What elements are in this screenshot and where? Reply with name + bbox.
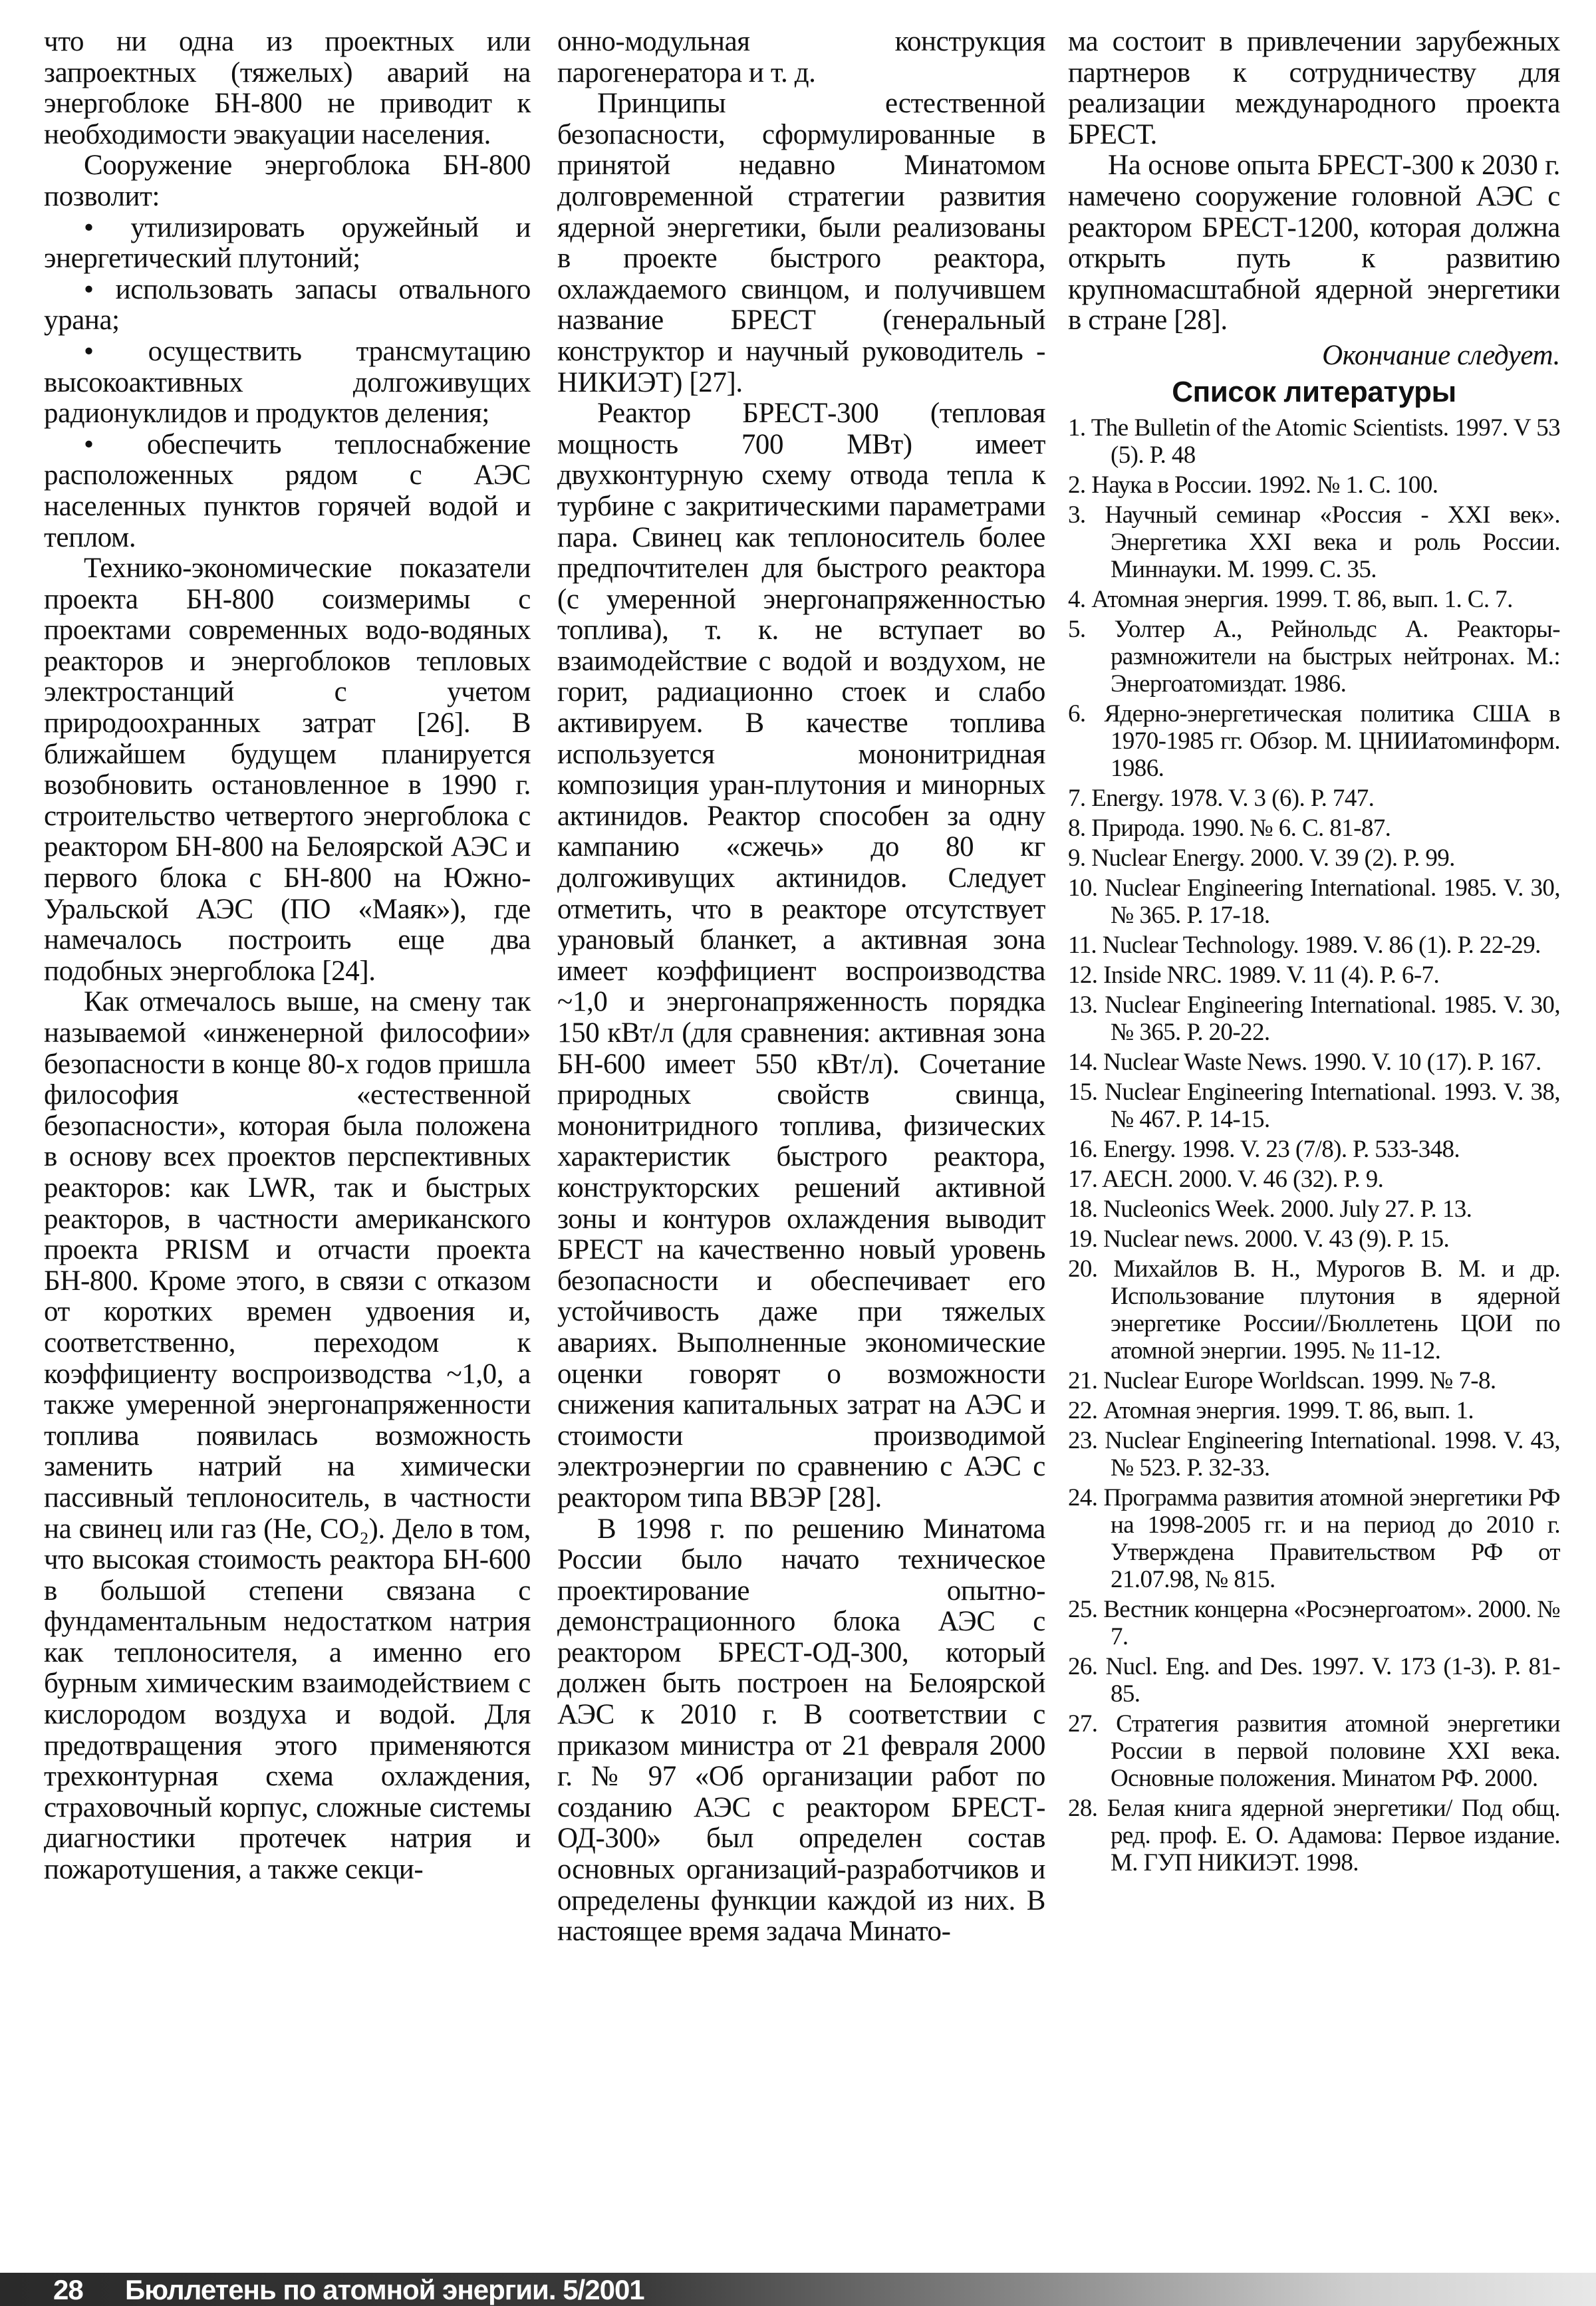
journal-title: Бюллетень по атомной энергии. 5/2001 <box>125 2274 644 2305</box>
paragraph: Технико-экономические показатели проекта БН-800 соизмеримы с проектами современных водо-водяных реакторов и энергоблоков тепловых электростанций с учетом природоохранных затрат [26]. В ближайшем будущем планируется возобновить остановленное в 1990 г. строительство четвертого энергоблока с реактором БН-800 на Белоярской АЭС и первого блока с БН-800 на Южно-Уральской АЭС (ПО «Маяк»), где намечалось построить еще два подобных энергоблока [24]. <box>44 553 531 987</box>
reference-item: 19. Nuclear news. 2000. V. 43 (9). P. 15. <box>1068 1225 1450 1253</box>
bullet-item: • осуществить трансмутацию высокоактивных долгоживущих радионуклидов и продуктов деления; <box>44 335 531 430</box>
references-list <box>1068 414 1560 1876</box>
reference-item: 17. AECH. 2000. V. 46 (32). P. 9. <box>1068 1166 1384 1194</box>
reference-item: 5. Уолтер А., Рейнольдс А. Реакторы-размножители на быстрых нейтронах. М.: Энергоатомиздат. 1986. <box>1068 616 1560 698</box>
reference-item: 6. Ядерно-энергетическая политика США в 1970-1985 гг. Обзор. М. ЦНИИатоминформ. 1986. <box>1068 700 1560 783</box>
reference-item: 21. Nuclear Europe Worldscan. 1999. № 7-8. <box>1068 1367 1496 1395</box>
page-number: 28 <box>53 2274 83 2305</box>
reference-item: 18. Nucleonics Week. 2000. July 27. P. 13. <box>1068 1196 1472 1223</box>
reference-item: 11. Nuclear Technology. 1989. V. 86 (1). P. 22-29. <box>1068 932 1541 960</box>
paragraph: Реактор БРЕСТ-300 (тепловая мощность 700 МВт) имеет двухконтурную схему отвода тепла к турбине с закритическими параметрами пара. Свинец как теплоноситель более предпочтителен для быстрого реактора (с умеренной энергонапряженностью топлива), т. к. не вступает во взаимодействие с водой и воздухом, не горит, радиационно стоек и слабо активируем. В качестве топлива используется мононитридная композиция уран-плутония и минорных актинидов. Реактор способен за одну кампанию «сжечь» до 80 кг долгоживущих актинидов. Следует отметить, что в реакторе отсутствует урановый бланкет, а активная зона имеет коэффициент воспроизводства ~1,0 и энергонапряженность порядка 150 кВт/л (для сравнения: активная зона БН-600 имеет 550 кВт/л). Сочетание природных свойств свинца, мононитридного топлива, физических характеристик быстрого реактора, конструкторских решений активной зоны и контуров охлаждения выводит БРЕСТ на качественно новый уровень безопасности и обеспечивает его устойчивость даже при тяжелых авариях. Выполненные экономические оценки говорят о возможности снижения капитальных затрат на АЭС и стоимости производимой электроэнергии по сравнению с АЭС с реактором типа ВВЭР [28]. <box>557 398 1045 1513</box>
bullet-item: • утилизировать оружейный и энергетический плутоний; <box>44 211 531 275</box>
paragraph: ма состоит в привлечении зарубежных партнеров к сотрудничеству для реализации международного проекта БРЕСТ. <box>1068 26 1560 150</box>
paragraph: Сооружение энергоблока БН-800 позволит: <box>44 150 531 212</box>
reference-item: 3. Научный семинар «Россия - XXI век». Энергетика XXI века и роль России. Миннауки. М. 1999. С. 35. <box>1068 501 1560 584</box>
reference-item: 28. Белая книга ядерной энергетики/ Под общ. ред. проф. Е. О. Адамова: Первое издание. М. ГУП НИКИЭТ. 1998. <box>1068 1795 1560 1877</box>
reference-item: 4. Атомная энергия. 1999. Т. 86, вып. 1. С. 7. <box>1068 586 1513 614</box>
reference-item: 16. Energy. 1998. V. 23 (7/8). P. 533-348. <box>1068 1136 1460 1164</box>
page-footer <box>0 2273 1596 2306</box>
paragraph: онно-модульная конструкция парогенератора и т. д. <box>557 26 1045 88</box>
reference-item: 1. The Bulletin of the Atomic Scientists. 1997. V 53 (5). P. 48 <box>1068 414 1560 469</box>
reference-item: 27. Стратегия развития атомной энергетики России в первой половине XXI века. Основные положения. Минатом РФ. 2000. <box>1068 1710 1560 1793</box>
reference-item: 13. Nuclear Engineering International. 1985. V. 30, № 365. P. 20-22. <box>1068 991 1560 1047</box>
paragraph: Как отмечалось выше, на смену так называемой «инженерной философии» безопасности в конце 80-х годов пришла философия «естественной безопасности», которая была положена в основу всех проектов перспективных реакторов: как LWR, так и быстрых реакторов, в частности американского проекта PRISM и отчасти проекта БН-800. Кроме этого, в связи с отказом от коротких времен удвоения и, соответственно, переходом к коэффициенту воспроизводства ~1,0, а также умеренной энергонапряженности топлива появилась возможность заменить натрий на химически пассивный теплоноситель, в частности на свинец или газ (He, CO₂). Дело в том, что высокая стоимость реактора БН-600 в большой степени связана с фундаментальным недостатком натрия как теплоносителя, а именно его бурным химическим взаимодействием с кислородом воздуха и водой. Для предотвращения этого применяются трехконтурная схема охлаждения, страховочный корпус, сложные системы диагностики протечек натрия и пожаротушения, а также секци- <box>44 986 531 1886</box>
continuation-note: Окончание следует. <box>1322 339 1560 371</box>
reference-item: 23. Nuclear Engineering International. 1998. V. 43, № 523. P. 32-33. <box>1068 1427 1560 1482</box>
reference-item: 20. Михайлов В. Н., Мурогов В. М. и др. Использование плутония в ядерной энергетике России//Бюллетень ЦОИ по атомной энергии. 1995. № 11-12. <box>1068 1255 1560 1365</box>
reference-item: 9. Nuclear Energy. 2000. V. 39 (2). P. 99. <box>1068 844 1455 872</box>
column-1 <box>44 27 531 1886</box>
reference-item: 15. Nuclear Engineering International. 1993. V. 38, № 467. P. 14-15. <box>1068 1079 1560 1134</box>
paragraph: что ни одна из проектных или запроектных (тяжелых) аварий на энергоблоке БН-800 не приводит к необходимости эвакуации населения. <box>44 26 531 150</box>
column-2 <box>557 27 1045 1948</box>
reference-item: 7. Energy. 1978. V. 3 (6). P. 747. <box>1068 785 1375 813</box>
reference-item: 12. Inside NRC. 1989. V. 11 (4). P. 6-7. <box>1068 961 1440 989</box>
paragraph: В 1998 г. по решению Минатома России было начато техническое проектирование опытно-демонстрационного блока АЭС с реактором БРЕСТ-ОД-300, который должен быть построен на Белоярской АЭС к 2010 г. В соответствии с приказом министра от 21 февраля 2000 г. № 97 «Об организации работ по созданию АЭС с реактором БРЕСТ-ОД-300» был определен состав основных организаций-разработчиков и определены функции каждой из них. В настоящее время задача Минато- <box>557 1513 1045 1948</box>
paragraph: На основе опыта БРЕСТ-300 к 2030 г. намечено сооружение головной АЭС с реактором БРЕСТ-1200, которая должна открыть путь к развитию крупномасштабной ядерной энергетики в стране [28]. <box>1068 150 1560 336</box>
reference-item: 26. Nucl. Eng. and Des. 1997. V. 173 (1-3). P. 81-85. <box>1068 1653 1560 1708</box>
reference-item: 2. Наука в России. 1992. № 1. С. 100. <box>1068 471 1438 499</box>
reference-item: 24. Программа развития атомной энергетики РФ на 1998-2005 гг. и на период до 2010 г. Утверждена Правительством РФ от 21.07.98, № 815. <box>1068 1484 1560 1594</box>
reference-item: 10. Nuclear Engineering International. 1985. V. 30, № 365. P. 17-18. <box>1068 874 1560 930</box>
bullet-item: • обеспечить теплоснабжение расположенных рядом с АЭС населенных пунктов горячей водой и теплом. <box>44 428 531 553</box>
reference-item: 14. Nuclear Waste News. 1990. V. 10 (17). P. 167. <box>1068 1049 1541 1077</box>
reference-item: 8. Природа. 1990. № 6. С. 81-87. <box>1068 815 1391 842</box>
reference-item: 22. Атомная энергия. 1999. Т. 86, вып. 1. <box>1068 1397 1474 1425</box>
column-3 <box>1068 27 1560 1879</box>
references-heading: Список литературы <box>1172 375 1456 408</box>
paragraph: Принципы естественной безопасности, сформулированные в принятой недавно Минатомом долговременной стратегии развития ядерной энергетики, были реализованы в проекте быстрого реактора, охлаждаемого свинцом, и получившем название БРЕСТ (генеральный конструктор и научный руководитель - НИКИЭТ) [27]. <box>557 88 1045 398</box>
bullet-item: • использовать запасы отвального урана; <box>44 273 531 336</box>
reference-item: 25. Вестник концерна «Росэнергоатом». 2000. № 7. <box>1068 1596 1560 1651</box>
